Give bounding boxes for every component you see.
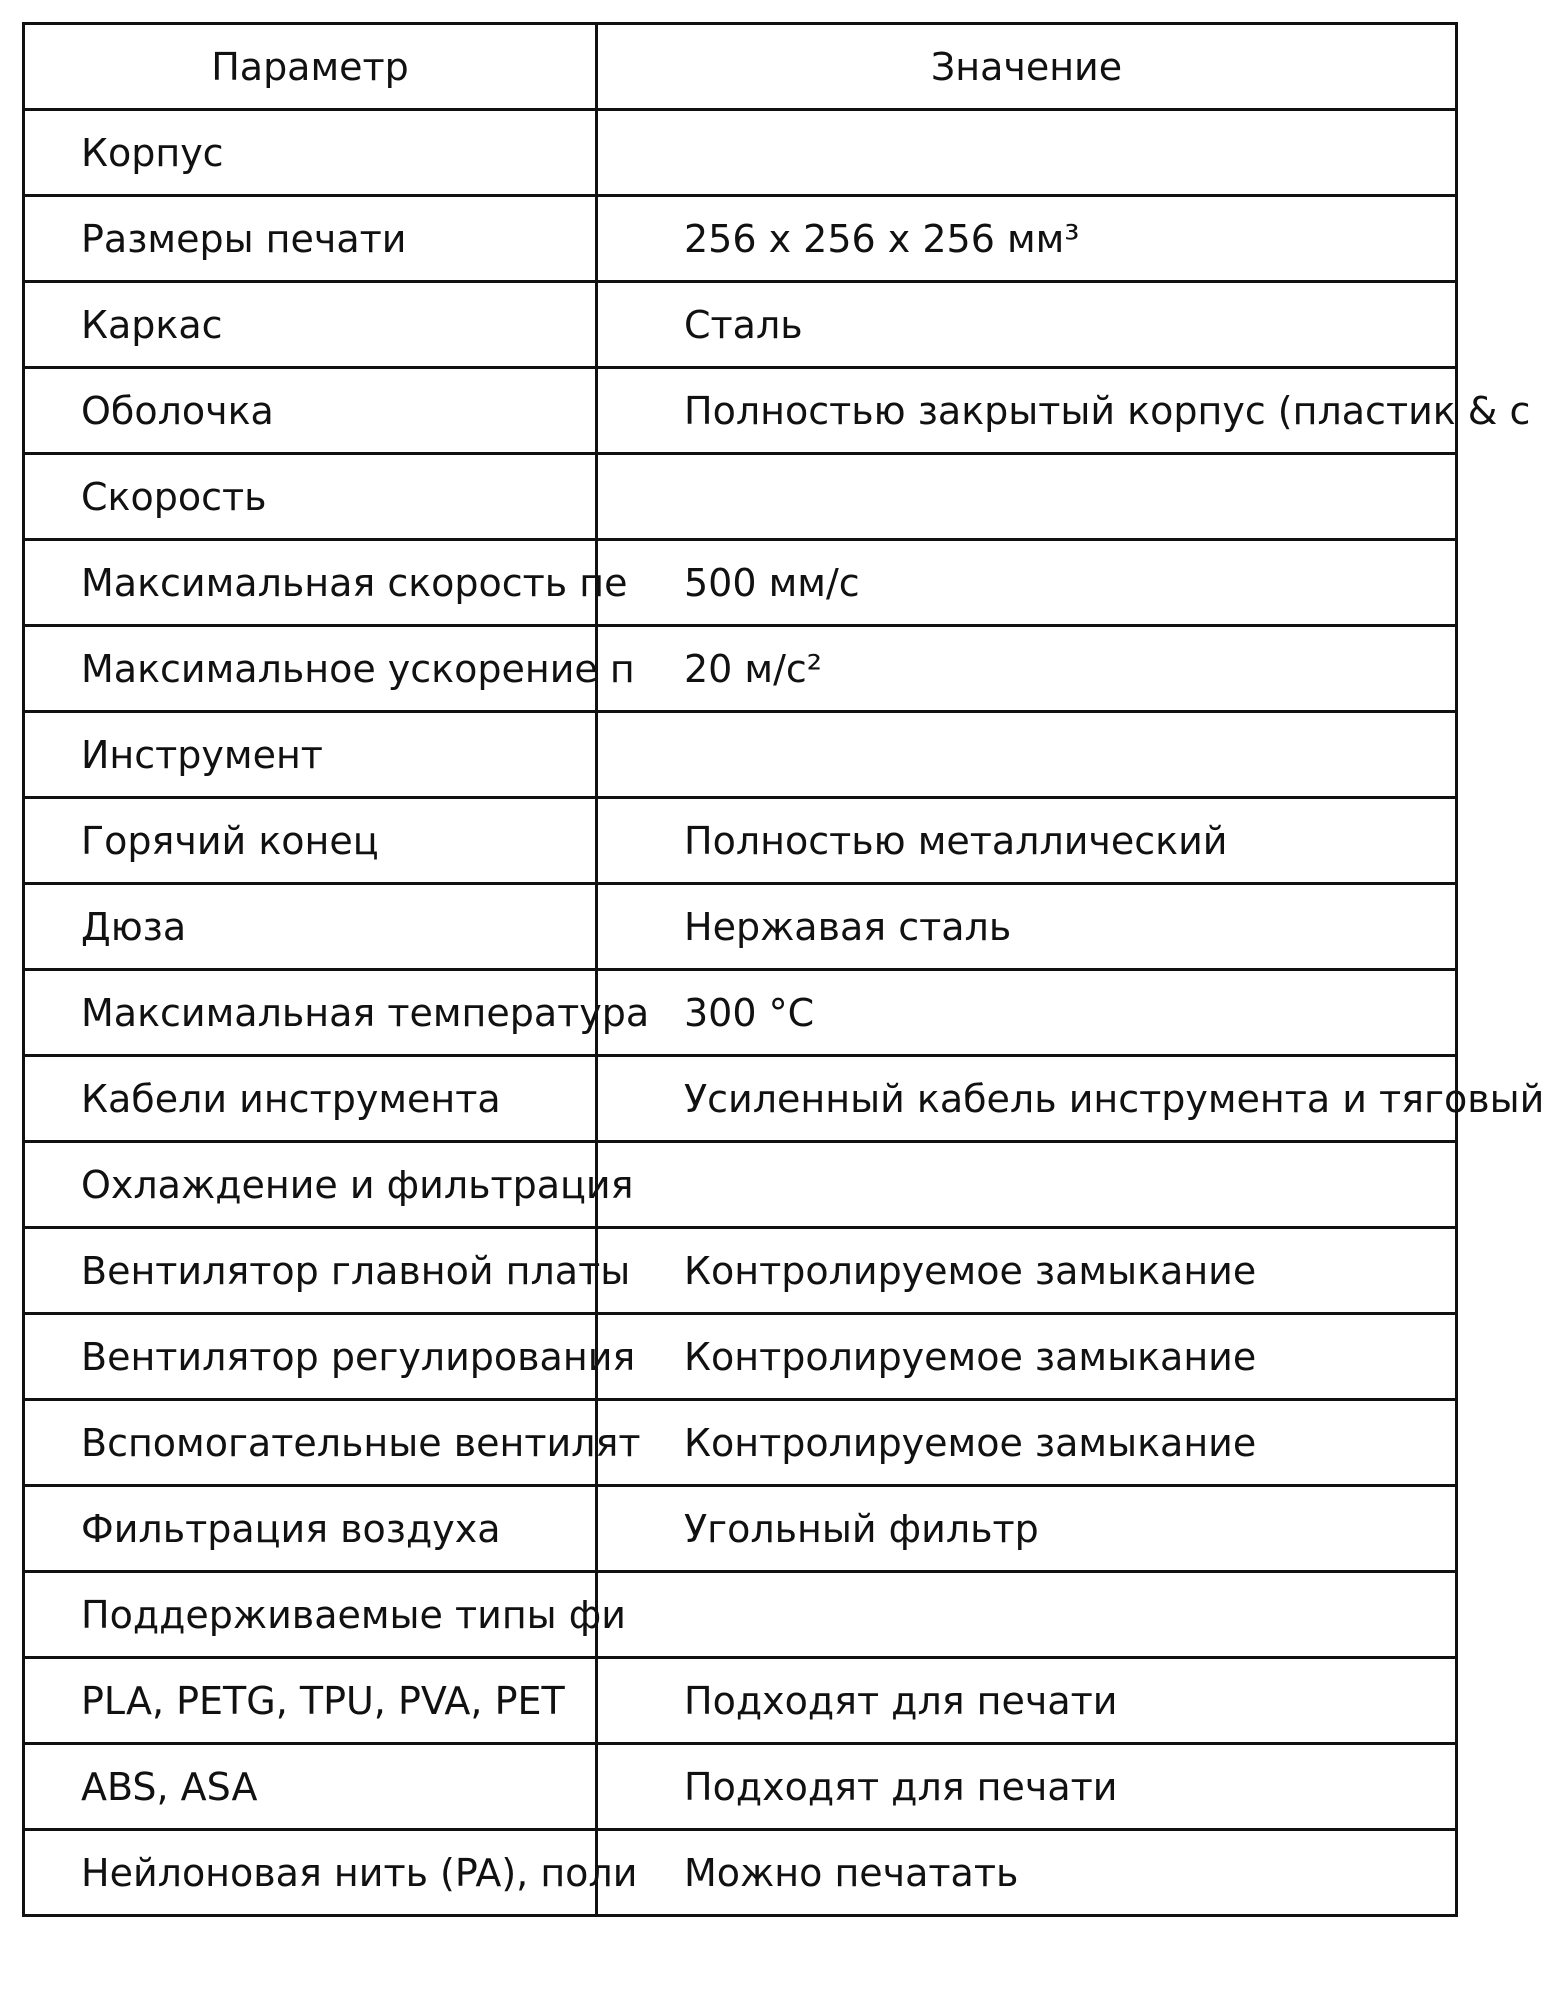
value-cell: Контролируемое замыкание [597, 1314, 1457, 1400]
value-cell: 500 мм/с [597, 540, 1457, 626]
table-row [24, 884, 1457, 970]
header-row [24, 24, 1457, 110]
header-parameter: Параметр [24, 24, 597, 110]
parameter-cell: Дюза [24, 884, 597, 970]
value-cell [597, 1142, 1457, 1228]
table-row [24, 368, 1457, 454]
table-row [24, 1400, 1457, 1486]
value-cell [597, 1572, 1457, 1658]
value-cell: Подходят для печати [597, 1658, 1457, 1744]
value-cell: Полностью закрытый корпус (пластик & с [597, 368, 1457, 454]
table-row [24, 196, 1457, 282]
parameter-cell: PLA, PETG, TPU, PVA, PET [24, 1658, 597, 1744]
table-row [24, 1744, 1457, 1830]
table-row [24, 626, 1457, 712]
parameter-cell: Поддерживаемые типы фи [24, 1572, 597, 1658]
parameter-cell: Максимальная скорость пе [24, 540, 597, 626]
parameter-cell: Каркас [24, 282, 597, 368]
header-value: Значение [597, 24, 1457, 110]
table-row [24, 1486, 1457, 1572]
table-row [24, 1142, 1457, 1228]
table-row [24, 1314, 1457, 1400]
table-row [24, 1228, 1457, 1314]
parameter-cell: Оболочка [24, 368, 597, 454]
value-cell: 256 x 256 x 256 мм³ [597, 196, 1457, 282]
parameter-cell: Инструмент [24, 712, 597, 798]
table-row [24, 110, 1457, 196]
value-cell: Можно печатать [597, 1830, 1457, 1916]
parameter-cell: Вспомогательные вентилят [24, 1400, 597, 1486]
table-row [24, 282, 1457, 368]
parameter-cell: Вентилятор главной платы [24, 1228, 597, 1314]
value-cell: Усиленный кабель инструмента и тяговый [597, 1056, 1457, 1142]
parameter-cell: Скорость [24, 454, 597, 540]
table-row [24, 1056, 1457, 1142]
table-row [24, 454, 1457, 540]
parameter-cell: Охлаждение и фильтрация [24, 1142, 597, 1228]
table-row [24, 1572, 1457, 1658]
value-cell: Полностью металлический [597, 798, 1457, 884]
parameter-cell: Максимальная температура [24, 970, 597, 1056]
table-row [24, 1830, 1457, 1916]
value-cell [597, 110, 1457, 196]
value-cell [597, 454, 1457, 540]
value-cell: Угольный фильтр [597, 1486, 1457, 1572]
table-row [24, 540, 1457, 626]
parameter-cell: Нейлоновая нить (PA), поли [24, 1830, 597, 1916]
parameter-cell: Вентилятор регулирования [24, 1314, 597, 1400]
specifications-table [22, 22, 1544, 1917]
table-row [24, 712, 1457, 798]
table-row [24, 1658, 1457, 1744]
parameter-cell: Максимальное ускорение п [24, 626, 597, 712]
parameter-cell: Размеры печати [24, 196, 597, 282]
value-cell: 300 °C [597, 970, 1457, 1056]
value-cell: Подходят для печати [597, 1744, 1457, 1830]
parameter-cell: Горячий конец [24, 798, 597, 884]
parameter-cell: ABS, ASA [24, 1744, 597, 1830]
value-cell [597, 712, 1457, 798]
table-row [24, 798, 1457, 884]
parameter-cell: Фильтрация воздуха [24, 1486, 597, 1572]
value-cell: Контролируемое замыкание [597, 1228, 1457, 1314]
value-cell: Контролируемое замыкание [597, 1400, 1457, 1486]
value-cell: 20 м/с² [597, 626, 1457, 712]
value-cell: Сталь [597, 282, 1457, 368]
parameter-cell: Кабели инструмента [24, 1056, 597, 1142]
parameter-cell: Корпус [24, 110, 597, 196]
table-row [24, 970, 1457, 1056]
value-cell: Нержавая сталь [597, 884, 1457, 970]
